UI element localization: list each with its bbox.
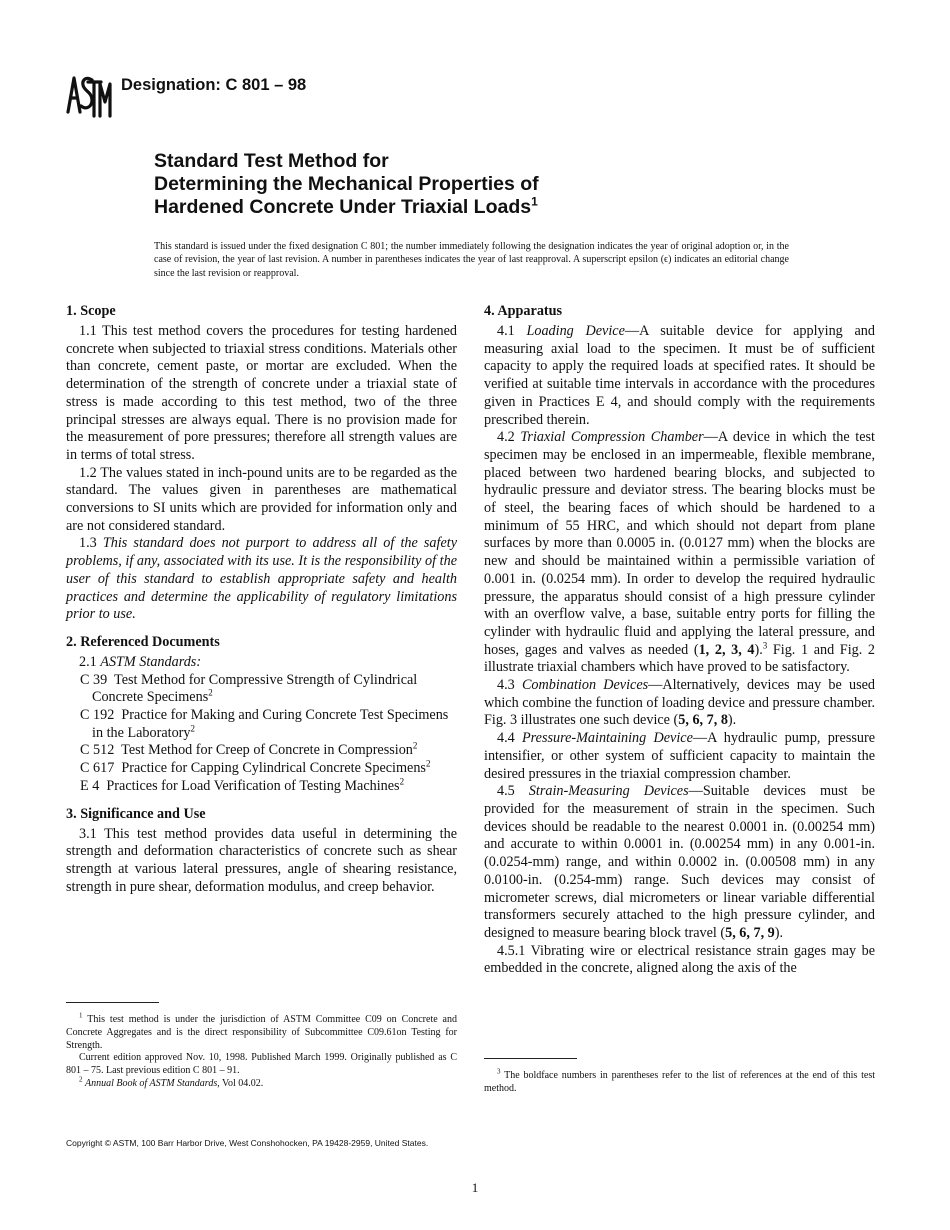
title-footnote-mark: 1 <box>531 194 538 209</box>
reference-item: E 4 Practices for Load Verification of Testing Machines$^2$ <box>80 776 405 794</box>
paragraph-4-5-1: 4.5.1 Vibrating wire or electrical resistance strain gages may be embedded in the concrete, aligned along the axis of the <box>484 942 875 977</box>
paragraph-1-3: 1.3 This standard does not purport to address all of the safety problems, if any, associated with its use. It is the responsibility of the user of this standard to establish appropriate safety and health practices and determine the applicability of regulatory limitations prior to use. <box>66 535 457 623</box>
footnote-2: $^2$ Annual Book of ASTM Standards, Vol 04.02. <box>79 1075 264 1089</box>
footnote-1: $^1$ This test method is under the jurisdiction of ASTM Committee C09 on Concrete and Concrete Aggregates and is the direct responsibility of Subcommittee C09.61on Testing for Strength. <box>66 1011 457 1051</box>
footnote-divider <box>484 1058 577 1059</box>
section-heading: 1. Scope <box>66 303 116 319</box>
paragraph-4-4: 4.4 Pressure-Maintaining Device—A hydraulic pump, pressure intensifier, or other system of sufficient capacity to maintain the desired pressures in the triaxial compression chamber. <box>484 730 875 782</box>
paragraph-4-3: 4.3 Combination Devices—Alternatively, devices may be used which combine the function of loading device and pressure chamber. Fig. 3 illustrates one such device (5, 6, 7, 8). <box>484 677 876 729</box>
reference-item: C 192 Practice for Making and Curing Concrete Test Specimens in the Laboratory$^2$ <box>80 707 449 741</box>
paragraph-2-1: 2.1 ASTM Standards: <box>79 653 202 670</box>
paragraph-4-1: 4.1 Loading Device—A suitable device for applying and measuring axial load to the specimen. It must be of sufficient capacity to apply the required loads at specified rates. It should be verified at suitable time intervals in accordance with the procedures given in Practices E 4, and should comply with the requirements prescribed therein. <box>484 323 875 428</box>
left-column <box>66 302 457 905</box>
document-title <box>154 150 794 219</box>
issued-notice: This standard is issued under the fixed designation C 801; the number immediately following the designation indicates the year of original adoption or, in the case of revision, the year of last revision. A number in parentheses indicates the year of last reapproval. A superscript epsilon (ϵ) indicates an editorial change since the last revision or reapproval. <box>154 241 789 279</box>
reference-item: C 617 Practice for Capping Cylindrical Concrete Specimens$^2$ <box>80 758 431 777</box>
page-number: 1 <box>471 1180 479 1195</box>
section-significance <box>66 805 457 897</box>
section-referenced-documents <box>66 633 457 796</box>
logo-text: ASTM <box>64 72 67 73</box>
title-line-3: Hardened Concrete Under Triaxial Loads$^1$ <box>154 194 538 218</box>
astm-logo <box>64 72 114 118</box>
reference-item: C 512 Test Method for Creep of Concrete in Compression$^2$ <box>80 740 418 759</box>
paragraph-4-5: 4.5 Strain-Measuring Devices—Suitable devices must be provided for the measurement of strain in the specimen. Such devices should be readable to the nearest 0.0001 in. (0.00254 mm) and accurate to within 0.0001 in. (0.00254 mm) in any 0.001-in. (0.0254-mm) range, and within 0.0002 in. (0.00508 mm) in any 0.0100-in. (0.254-mm) range. Such devices may consist of micrometer screws, dial micrometers or linear variable differential transformers securely attached to the high pressure cylinder, and designed to measure bearing block travel (5, 6, 7, 9). <box>484 783 876 941</box>
paragraph-3-1: 3.1 This test method provides data useful in determining the strength and deformation characteristics of concrete such as shear strength at various lateral pressures, angle of shearing resistance, strength in pure shear, deformation modulus, and creep behavior. <box>66 825 457 895</box>
copyright: Copyright © ASTM, 100 Barr Harbor Drive, West Conshohocken, PA 19428-2959, United States. <box>66 1138 429 1148</box>
paragraph-1-2: 1.2 The values stated in inch-pound units are to be regarded as the standard. The values given in parentheses are mathematical conversions to SI units which are provided for information only and are not considered standard. <box>66 464 457 534</box>
reference-item: C 39 Test Method for Compressive Strength of Cylindrical Concrete Specimens$^2$ <box>80 671 418 706</box>
footnotes-left <box>66 1011 457 1091</box>
title-line-1: Standard Test Method for <box>154 150 389 172</box>
section-scope <box>66 302 457 624</box>
footnote-1-edition: Current edition approved Nov. 10, 1998. Published March 1999. Originally published as C 801 – 75. Last previous edition C 801 – 91. <box>66 1052 457 1077</box>
paragraph-1-1: 1.1 This test method covers the procedures for testing hardened concrete when subjected to triaxial stress conditions. Materials other than concrete, cement paste, or mortar are excluded. When the determination of the strength of concrete under a triaxial state of stress is made according to this test method, two of the three principal stresses are always equal. There is no provision made for the measurement of pore pressures; therefore all strength values are in terms of total stress. <box>66 323 457 463</box>
section-heading: 4. Apparatus <box>484 303 563 319</box>
right-column <box>484 302 875 987</box>
footnote-3: $^3$ The boldface numbers in parentheses refer to the list of references at the end of this test method. <box>484 1067 875 1094</box>
footnote-divider <box>66 1002 159 1003</box>
designation: Designation: C 801 – 98 <box>121 76 307 94</box>
footnotes-right <box>484 1067 875 1096</box>
title-line-2: Determining the Mechanical Properties of <box>154 173 539 195</box>
section-heading: 2. Referenced Documents <box>66 633 220 650</box>
paragraph-4-2: 4.2 Triaxial Compression Chamber—A device in which the test specimen may be enclosed in an impermeable, flexible membrane, placed between two hardened bearing blocks, and subjected to hydraulic pressure and deviator stress. The bearing blocks must be of steel, the bearing faces of which should be hardened to a minimum of 55 HRC, and which should not depart from plane surfaces by more than 0.0005 in. (0.0127 mm) when the blocks are new and should be maintained within a permissible variation of 0.001 in. (0.0254 mm). In order to develop the required hydraulic pressure, the apparatus should consist of a high pressure cylinder with an overflow valve, a base, suitable entry ports for filling the cylinder with hydraulic fluid and applying the lateral pressure, and hoses, gages and valves as needed (1, 2, 3, 4).$^3$ Fig. 1 and Fig. 2 illustrate triaxial chambers which have proved to be satisfactory. <box>484 429 875 676</box>
section-apparatus <box>484 302 875 978</box>
section-heading: 3. Significance and Use <box>66 805 206 822</box>
